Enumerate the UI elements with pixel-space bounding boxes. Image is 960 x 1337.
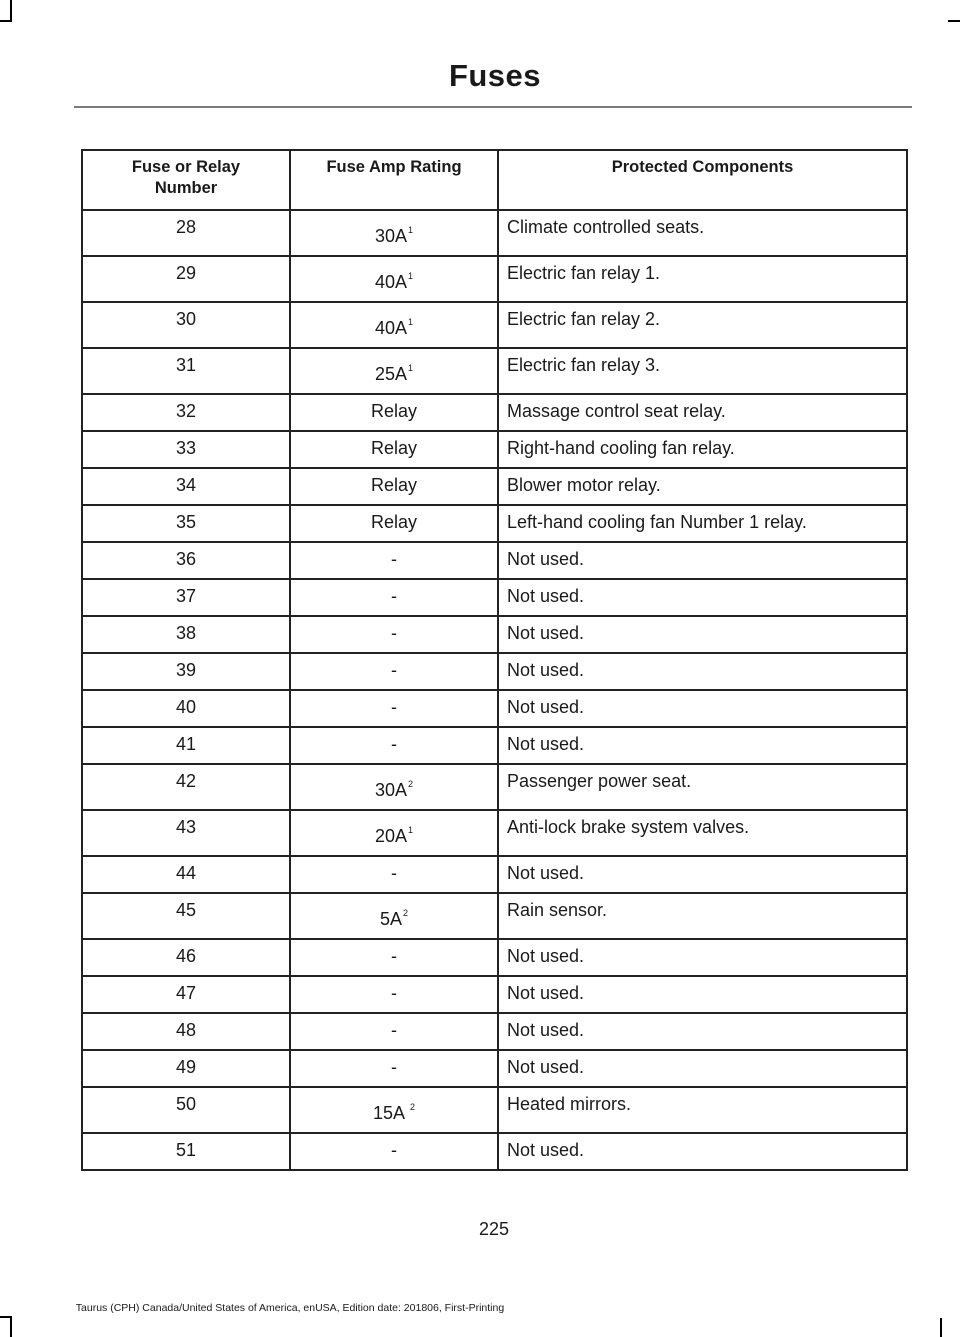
page-number: 225	[478, 1219, 510, 1239]
fuse-number-cell: 30	[82, 302, 290, 348]
amp-rating-value: 25A	[374, 364, 407, 384]
protected-component-cell: Electric fan relay 3.	[498, 348, 907, 394]
footnote-marker: 1	[408, 317, 414, 327]
amp-rating-cell	[290, 976, 498, 1013]
fuse-number-cell: 29	[82, 256, 290, 302]
protected-component-cell: Not used.	[498, 727, 907, 764]
table-row	[82, 653, 907, 690]
amp-rating-value: 5A	[379, 909, 402, 929]
protected-component-cell: Anti-lock brake system valves.	[498, 810, 907, 856]
fuse-number-cell: 45	[82, 893, 290, 939]
table-row	[82, 810, 907, 856]
table-row	[82, 893, 907, 939]
amp-rating-cell	[290, 727, 498, 764]
crop-mark	[0, 20, 12, 22]
protected-component-cell: Not used.	[498, 976, 907, 1013]
protected-component-cell: Electric fan relay 2.	[498, 302, 907, 348]
fuse-number-cell: 39	[82, 653, 290, 690]
column-header-amp: Fuse Amp Rating	[290, 150, 498, 210]
table-row	[82, 727, 907, 764]
amp-rating-value: 40A	[374, 318, 407, 338]
fuse-number-cell: 28	[82, 210, 290, 256]
amp-rating-cell	[290, 256, 498, 302]
protected-component-cell: Blower motor relay.	[498, 468, 907, 505]
protected-component-cell: Not used.	[498, 616, 907, 653]
footnote-marker: 2	[403, 908, 409, 918]
column-header-number-line2: Number	[154, 179, 218, 197]
fuse-number-cell: 40	[82, 690, 290, 727]
column-header-number	[82, 150, 290, 210]
amp-rating-cell	[290, 1050, 498, 1087]
table-row	[82, 1087, 907, 1133]
protected-component-cell: Passenger power seat.	[498, 764, 907, 810]
table-row	[82, 1013, 907, 1050]
fuse-number-cell: 34	[82, 468, 290, 505]
crop-mark	[10, 1316, 12, 1337]
amp-rating-cell	[290, 348, 498, 394]
amp-rating-cell	[290, 1013, 498, 1050]
amp-rating-value: 30A	[374, 780, 407, 800]
amp-rating-value: -	[391, 1057, 397, 1077]
fuse-number-cell: 41	[82, 727, 290, 764]
column-header-component: Protected Components	[498, 150, 907, 210]
table-row	[82, 690, 907, 727]
amp-rating-cell	[290, 810, 498, 856]
amp-rating-cell	[290, 893, 498, 939]
amp-rating-value: -	[391, 697, 397, 717]
fuse-number-cell: 50	[82, 1087, 290, 1133]
amp-rating-cell	[290, 690, 498, 727]
fuse-number-cell: 51	[82, 1133, 290, 1170]
amp-rating-cell	[290, 939, 498, 976]
protected-component-cell: Right-hand cooling fan relay.	[498, 431, 907, 468]
protected-component-cell: Not used.	[498, 690, 907, 727]
amp-rating-cell	[290, 431, 498, 468]
table-row	[82, 505, 907, 542]
protected-component-cell: Not used.	[498, 939, 907, 976]
amp-rating-value: -	[391, 983, 397, 1003]
title-divider	[74, 106, 912, 108]
protected-component-cell: Electric fan relay 1.	[498, 256, 907, 302]
fuse-number-cell: 47	[82, 976, 290, 1013]
table-row	[82, 939, 907, 976]
fuse-table	[81, 149, 908, 1171]
fuse-number-cell: 37	[82, 579, 290, 616]
protected-component-cell: Not used.	[498, 1050, 907, 1087]
amp-rating-value: -	[391, 660, 397, 680]
table-row	[82, 976, 907, 1013]
protected-component-cell: Not used.	[498, 1013, 907, 1050]
amp-rating-cell	[290, 302, 498, 348]
fuse-number-cell: 31	[82, 348, 290, 394]
amp-rating-value: -	[391, 1140, 397, 1160]
crop-mark	[948, 20, 960, 22]
amp-rating-value: 15A	[372, 1103, 410, 1123]
crop-mark	[940, 1318, 942, 1337]
amp-rating-value: -	[391, 946, 397, 966]
fuse-number-cell: 32	[82, 394, 290, 431]
table-row	[82, 856, 907, 893]
amp-rating-cell	[290, 505, 498, 542]
amp-rating-value: Relay	[370, 401, 418, 421]
amp-rating-value: 20A	[374, 826, 407, 846]
amp-rating-value: 30A	[374, 226, 407, 246]
protected-component-cell: Climate controlled seats.	[498, 210, 907, 256]
table-row	[82, 348, 907, 394]
amp-rating-value: Relay	[370, 475, 418, 495]
amp-rating-value: -	[391, 734, 397, 754]
protected-component-cell: Not used.	[498, 856, 907, 893]
page-title: Fuses	[448, 58, 542, 93]
amp-rating-cell	[290, 579, 498, 616]
column-header-number-line1: Fuse or Relay	[131, 158, 241, 176]
amp-rating-cell	[290, 1133, 498, 1170]
fuse-number-cell: 42	[82, 764, 290, 810]
table-row	[82, 542, 907, 579]
table-row	[82, 431, 907, 468]
amp-rating-cell	[290, 542, 498, 579]
amp-rating-cell	[290, 1087, 498, 1133]
table-row	[82, 1050, 907, 1087]
fuse-number-cell: 33	[82, 431, 290, 468]
amp-rating-value: -	[391, 863, 397, 883]
protected-component-cell: Rain sensor.	[498, 893, 907, 939]
amp-rating-cell	[290, 210, 498, 256]
footnote-marker: 1	[408, 225, 414, 235]
amp-rating-cell	[290, 616, 498, 653]
table-row	[82, 1133, 907, 1170]
amp-rating-value: Relay	[370, 438, 418, 458]
amp-rating-cell	[290, 394, 498, 431]
footer-text: Taurus (CPH) Canada/United States of America, enUSA, Edition date: 201806, First-Printing	[75, 1302, 505, 1314]
crop-mark	[10, 0, 12, 20]
fuse-number-cell: 38	[82, 616, 290, 653]
amp-rating-cell	[290, 468, 498, 505]
protected-component-cell: Left-hand cooling fan Number 1 relay.	[498, 505, 907, 542]
table-row	[82, 256, 907, 302]
protected-component-cell: Massage control seat relay.	[498, 394, 907, 431]
table-row	[82, 394, 907, 431]
table-header-row	[82, 150, 907, 210]
table-row	[82, 302, 907, 348]
footnote-marker: 2	[410, 1102, 416, 1112]
footnote-marker: 2	[408, 779, 414, 789]
fuse-number-cell: 49	[82, 1050, 290, 1087]
fuse-number-cell: 43	[82, 810, 290, 856]
protected-component-cell: Not used.	[498, 1133, 907, 1170]
amp-rating-value: -	[391, 549, 397, 569]
table-row	[82, 616, 907, 653]
table-row	[82, 210, 907, 256]
amp-rating-value: -	[391, 623, 397, 643]
fuse-number-cell: 44	[82, 856, 290, 893]
fuse-table-body	[82, 210, 907, 1170]
protected-component-cell: Not used.	[498, 579, 907, 616]
fuse-number-cell: 46	[82, 939, 290, 976]
fuse-number-cell: 36	[82, 542, 290, 579]
amp-rating-value: -	[391, 586, 397, 606]
footnote-marker: 1	[408, 825, 414, 835]
amp-rating-cell	[290, 653, 498, 690]
amp-rating-cell	[290, 856, 498, 893]
table-row	[82, 764, 907, 810]
crop-mark	[0, 1316, 12, 1318]
amp-rating-cell	[290, 764, 498, 810]
footnote-marker: 1	[408, 271, 414, 281]
fuse-number-cell: 48	[82, 1013, 290, 1050]
amp-rating-value: 40A	[374, 272, 407, 292]
fuse-number-cell: 35	[82, 505, 290, 542]
footnote-marker: 1	[408, 363, 414, 373]
amp-rating-value: -	[391, 1020, 397, 1040]
table-row	[82, 468, 907, 505]
amp-rating-value: Relay	[370, 512, 418, 532]
protected-component-cell: Not used.	[498, 653, 907, 690]
protected-component-cell: Not used.	[498, 542, 907, 579]
table-row	[82, 579, 907, 616]
protected-component-cell: Heated mirrors.	[498, 1087, 907, 1133]
